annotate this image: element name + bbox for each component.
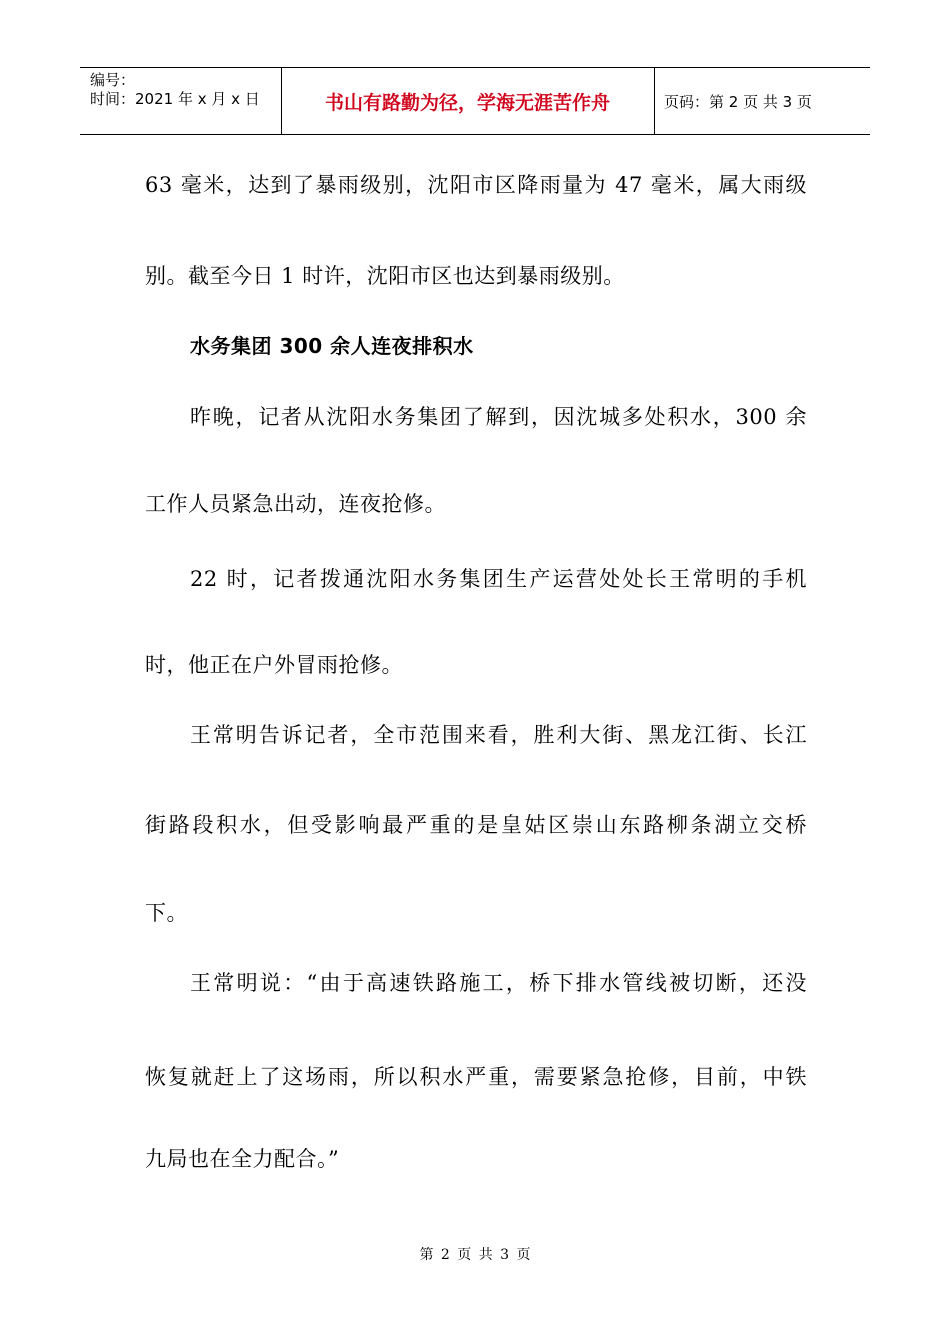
paragraph-line: 22 时，记者拨通沈阳水务集团生产运营处处长王常明的手机 [190,567,807,591]
paragraph-line: 王常明说：“由于高速铁路施工，桥下排水管线被切断，还没 [190,971,807,995]
page-header [80,67,870,135]
header-divider-right [654,68,655,134]
paragraph-line: 工作人员紧急出动，连夜抢修。 [145,492,446,516]
document-number-label: 编号： [90,71,136,89]
page-footer: 第 2 页 共 3 页 [419,1247,531,1263]
paragraph-line: 王常明告诉记者，全市范围来看，胜利大街、黑龙江街、长江 [190,723,807,747]
paragraph-line: 街路段积水，但受影响最严重的是皇姑区崇山东路柳条湖立交桥 [145,813,807,837]
header-motto: 书山有路勤为径，学海无涯苦作舟 [324,92,610,114]
paragraph-line: 恢复就赶上了这场雨，所以积水严重，需要紧急抢修，目前，中铁 [145,1065,807,1089]
document-date-label: 时间：2021 年 x 月 x 日 [90,90,260,108]
section-heading: 水务集团 300 余人连夜排积水 [190,334,474,358]
paragraph-line: 下。 [145,901,188,925]
paragraph-line: 别。截至今日 1 时许，沈阳市区也达到暴雨级别。 [145,264,625,288]
paragraph-line: 九局也在全力配合。” [145,1147,340,1171]
header-page-info: 页码：第 2 页 共 3 页 [664,93,812,111]
paragraph-line: 昨晚，记者从沈阳水务集团了解到，因沈城多处积水，300 余 [190,405,807,429]
paragraph-line: 时，他正在户外冒雨抢修。 [145,653,403,677]
paragraph-line: 63 毫米，达到了暴雨级别，沈阳市区降雨量为 47 毫米，属大雨级 [145,173,807,197]
